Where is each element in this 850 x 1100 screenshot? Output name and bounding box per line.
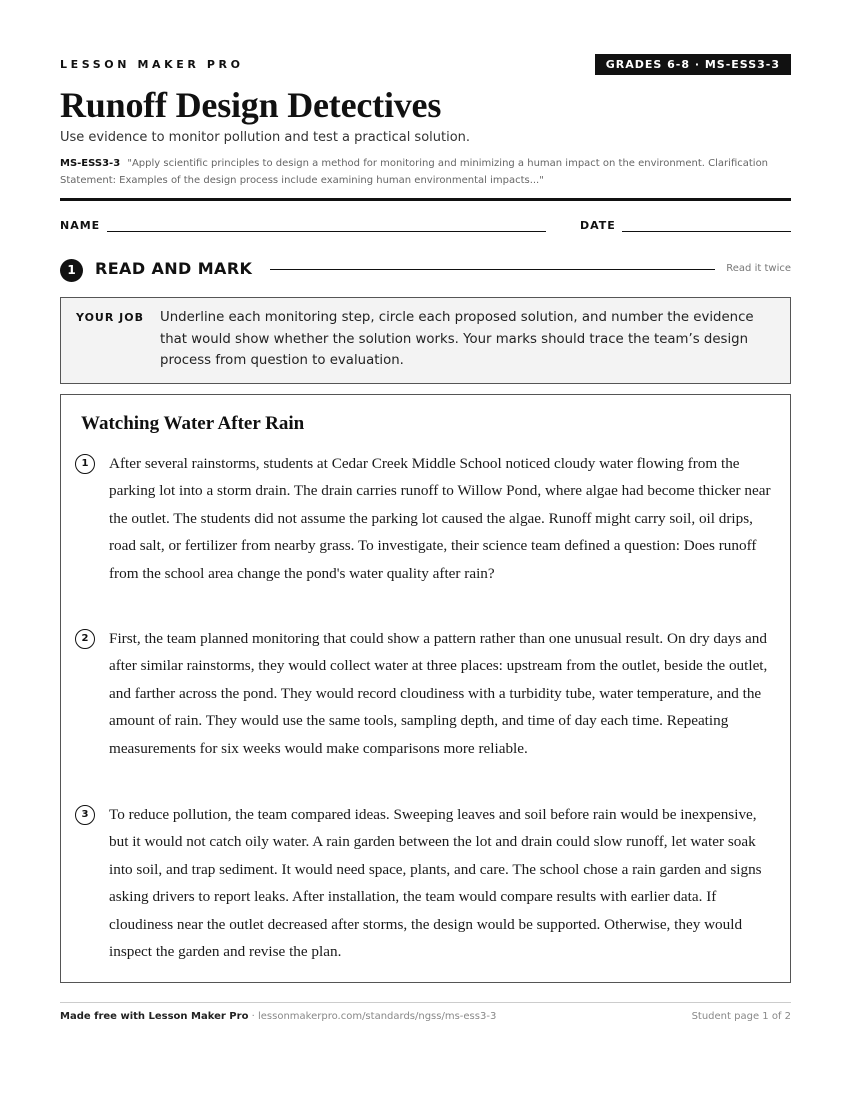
section-header xyxy=(60,258,791,282)
section-title: READ AND MARK xyxy=(95,259,253,278)
header-divider xyxy=(60,198,791,201)
paragraph-text: First, the team planned monitoring that could show a pattern rather than one unusual result. On dry days and after similar rainstorms, they would collect water at three places: upstream from the outlet, beside the outlet, and farther across the pond. They would record cloudiness with a turbidity tube, water temperature, and the amount of rain. They would use the same tools, sampling depth, and time of day each time. Repeating measurements for six weeks would make comparisons more reliable. xyxy=(109,630,768,757)
paragraph-number-badge: 3 xyxy=(75,805,95,825)
page-title: Runoff Design Detectives xyxy=(60,85,442,125)
paragraph-number-badge: 1 xyxy=(75,454,95,474)
paragraph-number-badge: 2 xyxy=(75,629,95,649)
brand-name: LESSON MAKER PRO xyxy=(60,58,244,71)
your-job-label: YOUR JOB xyxy=(76,311,144,324)
section-note: Read it twice xyxy=(726,263,791,274)
reading-title: Watching Water After Rain xyxy=(81,413,305,434)
footer-credit xyxy=(60,1011,496,1022)
page-subtitle: Use evidence to monitor pollution and test a practical solution. xyxy=(60,130,471,145)
name-label: NAME xyxy=(60,219,101,232)
your-job-text: Underline each monitoring step, circle each proposed solution, and number the evidence that would show whether the solution works. Your marks should trace the team’s design process from question to evaluation. xyxy=(160,310,754,368)
grade-badge: GRADES 6-8 · MS-ESS3-3 xyxy=(595,54,791,75)
paragraph-text: To reduce pollution, the team compared ideas. Sweeping leaves and soil before rain would be inexpensive, but it would not catch oily water. A rain garden between the lot and drain could slow runoff, let water soak into soil, and trap sediment. It would need space, plants, and care. The school chose a rain garden and signs asking drivers to report leaks. After installation, the team would compare results with earlier data. If cloudiness near the outlet decreased after storms, the design would be supported. Otherwise, they would inspect the garden and revise the plan. xyxy=(109,806,762,961)
reading-passage-box xyxy=(60,394,791,983)
your-job-box xyxy=(60,297,791,384)
standard-code: MS-ESS3-3 xyxy=(60,158,121,169)
standard-statement xyxy=(60,155,791,189)
date-label: DATE xyxy=(580,219,616,232)
name-date-row xyxy=(60,219,791,235)
paragraph-text: After several rainstorms, students at Cedar Creek Middle School noticed cloudy water flowing from the parking lot into a storm drain. The drain carries runoff to Willow Pond, where algae had become thicker near the outlet. The students did not assume the parking lot caused the algae. Runoff might carry soil, oil drips, road salt, or fertilizer from nearby grass. To investigate, their science team defined a question: Does runoff from the school area change the pond's water quality after rain? xyxy=(109,455,771,582)
name-line[interactable] xyxy=(107,231,546,232)
section-divider xyxy=(270,269,715,270)
date-line[interactable] xyxy=(622,231,791,232)
footer-divider xyxy=(60,1002,791,1003)
footer-made-with: Made free with Lesson Maker Pro xyxy=(60,1011,249,1022)
section-number-badge: 1 xyxy=(60,259,83,282)
footer-url[interactable]: · lessonmakerpro.com/standards/ngss/ms-ess3-3 xyxy=(248,1011,497,1022)
standard-text: "Apply scientific principles to design a method for monitoring and minimizing a human impact on the environment. Clarification Statement: Examples of the design process include examining human environmental impacts..." xyxy=(60,158,769,186)
footer-page-number: Student page 1 of 2 xyxy=(691,1011,791,1022)
